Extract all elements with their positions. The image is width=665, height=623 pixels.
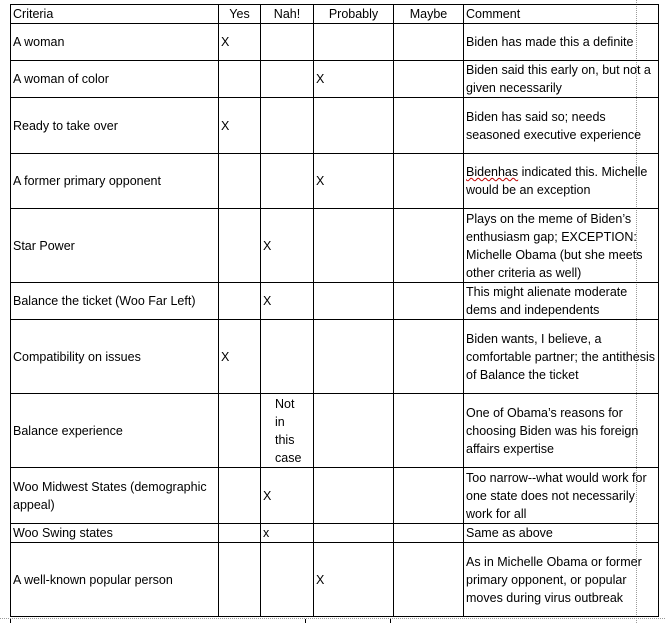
maybe-cell <box>394 154 464 209</box>
header-comment: Comment <box>464 5 659 24</box>
nah-cell: X <box>261 283 314 320</box>
page-margin-guide-bottom <box>0 618 665 619</box>
nah-cell <box>261 543 314 617</box>
header-criteria: Criteria <box>11 5 219 24</box>
nah-cell: Not in this case <box>261 394 314 468</box>
table-header-row <box>11 5 659 24</box>
yes-cell <box>219 524 261 543</box>
criteria-cell: A former primary opponent <box>11 154 219 209</box>
yes-cell <box>219 209 261 283</box>
nah-cell <box>261 154 314 209</box>
probably-cell <box>314 24 394 61</box>
header-yes: Yes <box>219 5 261 24</box>
yes-cell <box>219 543 261 617</box>
nah-cell: X <box>261 209 314 283</box>
yes-cell <box>219 61 261 98</box>
probably-cell <box>314 394 394 468</box>
probably-cell <box>314 524 394 543</box>
criteria-cell: Balance the ticket (Woo Far Left) <box>11 283 219 320</box>
nah-cell <box>261 61 314 98</box>
criteria-cell: A well-known popular person <box>11 543 219 617</box>
table-row <box>11 543 659 617</box>
table-row <box>11 209 659 283</box>
probably-cell <box>314 320 394 394</box>
table-row <box>11 61 659 98</box>
criteria-cell: Woo Midwest States (demographic appeal) <box>11 468 219 524</box>
probably-cell: X <box>314 61 394 98</box>
table-row <box>11 468 659 524</box>
maybe-cell <box>394 468 464 524</box>
header-nah: Nah! <box>261 5 314 24</box>
comment-cell: Biden has made this a definite <box>464 24 659 61</box>
yes-cell: X <box>219 98 261 154</box>
maybe-cell <box>394 24 464 61</box>
probably-cell: X <box>314 154 394 209</box>
criteria-cell: Woo Swing states <box>11 524 219 543</box>
maybe-cell <box>394 524 464 543</box>
comment-cell: This might alienate moderate dems and independents <box>464 283 659 320</box>
comment-cell: Plays on the meme of Biden’s enthusiasm gap; EXCEPTION: Michelle Obama (but she meets other criteria as well) <box>464 209 659 283</box>
criteria-table <box>10 4 659 617</box>
comment-cell: As in Michelle Obama or former primary opponent, or popular moves during virus outbreak <box>464 543 659 617</box>
maybe-cell <box>394 61 464 98</box>
spellcheck-underline: Bidenhas <box>466 165 519 179</box>
table-corner-tick <box>10 619 11 623</box>
table-row <box>11 154 659 209</box>
maybe-cell <box>394 394 464 468</box>
criteria-cell: Balance experience <box>11 394 219 468</box>
nah-cell <box>261 320 314 394</box>
probably-cell <box>314 283 394 320</box>
maybe-cell <box>394 209 464 283</box>
comment-cell: Bidenhas indicated this. Michelle would be an exception <box>464 154 659 209</box>
probably-cell: X <box>314 543 394 617</box>
comment-cell: Biden wants, I believe, a comfortable partner; the antithesis of Balance the ticket <box>464 320 659 394</box>
yes-cell <box>219 394 261 468</box>
yes-cell <box>219 283 261 320</box>
table-row <box>11 524 659 543</box>
header-probably: Probably <box>314 5 394 24</box>
probably-cell <box>314 98 394 154</box>
yes-cell: X <box>219 320 261 394</box>
yes-cell: X <box>219 24 261 61</box>
criteria-cell: Ready to take over <box>11 98 219 154</box>
table-row <box>11 394 659 468</box>
maybe-cell <box>394 283 464 320</box>
comment-cell: Too narrow--what would work for one state does not necessarily work for all <box>464 468 659 524</box>
comment-cell: Same as above <box>464 524 659 543</box>
criteria-cell: Compatibility on issues <box>11 320 219 394</box>
maybe-cell <box>394 98 464 154</box>
table-row <box>11 24 659 61</box>
comment-cell: Biden said this early on, but not a given necessarily <box>464 61 659 98</box>
probably-cell <box>314 209 394 283</box>
table-row <box>11 283 659 320</box>
criteria-cell: A woman <box>11 24 219 61</box>
maybe-cell <box>394 543 464 617</box>
nah-cell: X <box>261 468 314 524</box>
table-row <box>11 320 659 394</box>
criteria-cell: A woman of color <box>11 61 219 98</box>
table-column-tick <box>305 619 306 623</box>
comment-cell: One of Obama’s reasons for choosing Biden was his foreign affairs expertise <box>464 394 659 468</box>
comment-cell: Biden has said so; needs seasoned executive experience <box>464 98 659 154</box>
table-row <box>11 98 659 154</box>
yes-cell <box>219 468 261 524</box>
yes-cell <box>219 154 261 209</box>
maybe-cell <box>394 320 464 394</box>
nah-cell: x <box>261 524 314 543</box>
header-maybe: Maybe <box>394 5 464 24</box>
criteria-cell: Star Power <box>11 209 219 283</box>
nah-cell <box>261 98 314 154</box>
table-column-tick <box>390 619 391 623</box>
probably-cell <box>314 468 394 524</box>
nah-cell <box>261 24 314 61</box>
